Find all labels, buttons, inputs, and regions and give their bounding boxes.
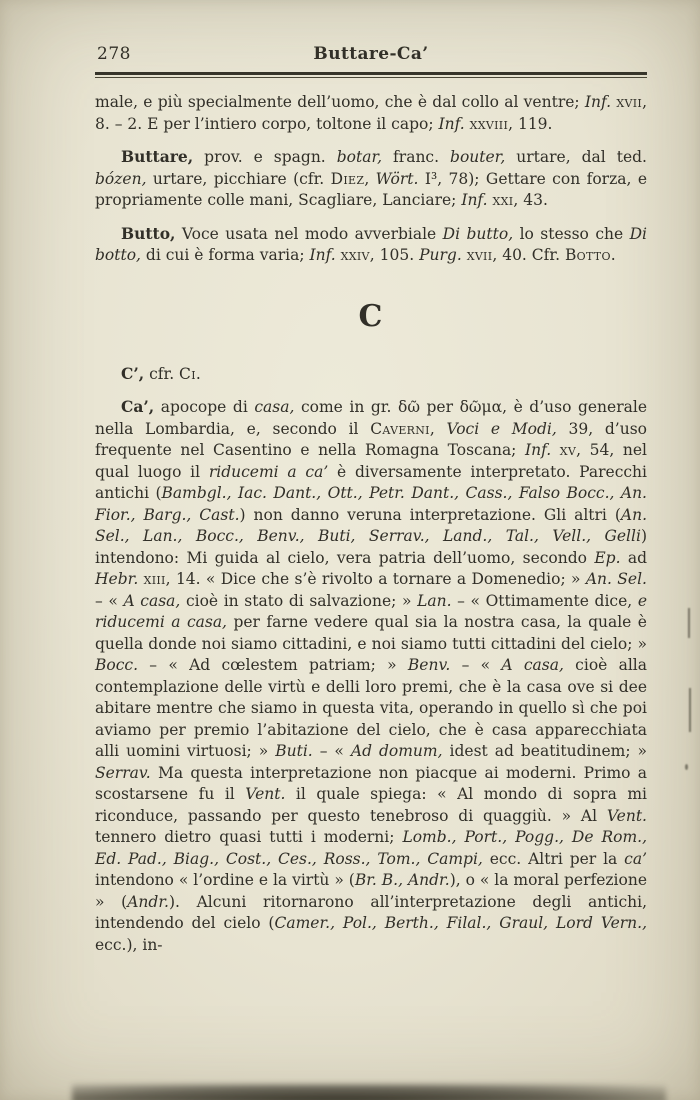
entry-butto: Butto, Voce usata nel modo avverbiale Di butto, lo stesso che Di botto, di cui è forma varia; Inf. xxiv, 105. Purg. xvii, 40. Cfr. Botto. xyxy=(95,223,647,264)
scan-artifact xyxy=(685,764,688,770)
page-content xyxy=(95,44,647,956)
header-title: Buttare-Ca’ xyxy=(313,44,429,64)
scan-bottom-shadow xyxy=(72,1084,666,1100)
entry-c-apostrophe: C’, cfr. Ci. xyxy=(121,363,201,383)
scan-artifact xyxy=(689,688,691,732)
page-number: 278 xyxy=(97,44,131,64)
running-header xyxy=(95,44,647,67)
entry-ca: Ca’, apocope di casa, come in gr. δῶ per δῶμα, è d’uso generale nella Lombardia, e, secondo il Caverni, Voci e Modi, 39, d’uso frequente nel Casentino e nella Romagna Toscana; Inf. xv, 54, nel qual luogo il riducemi a ca’ è diversamente interpretato. Parecchi antichi (Bambgl., Iac. Dant., Ott., Petr. Dant., Cass., Falso Bocc., An. Fior., Barg., Cast.) non danno veruna interpretazione. Gli altri (An. Sel., Lan., Bocc., Benv., Buti, Serrav., Land., Tal., Vell., Gelli) intendono: Mi guida al cielo, vera patria dell’uomo, secondo Ep. ad Hebr. xiii, 14. « Dice che s’è rivolto a tornare a Domenedio; » An. Sel. – « A casa, cioè in stato di salvazione; » Lan. – « Ottimamente dice, e riducemi a casa, per farne vedere qual sia la nostra casa, la quale è quella donde noi siamo cittadini, e noi siamo tutti cittadini del cielo; » Bocc. – « Ad cœlestem patriam; » Benv. – « A casa, cioè alla contemplazione delle virtù e delli loro premi, che è la casa ove si dee abitare mentre che siamo in questa vita, operando in quello sì che poi aviamo per premio l’abitazione del cielo, che è casa apparecchiata alli uomini virtuosi; » Buti. – « Ad domum, idest ad beatitudinem; » Serrav. Ma questa interpretazione non piacque ai moderni. Primo a scostarsene fu il Vent. il quale spiega: « Al mondo di sopra mi riconduce, passando per questo tenebroso di quaggiù. » Al Vent. tennero dietro quasi tutti i moderni; Lomb., Port., Pogg., De Rom., Ed. Pad., Biag., Cost., Ces., Ross., Tom., Campi, ecc. Altri per la ca’ intendono « l’ordine e la virtù » (Br. B., Andr.), o « la moral perfezione » (Andr.). Alcuni ritornarono all’interpretazione degli antichi, intendendo del cielo (Camer., Pol., Berth., Filal., Graul, Lord Vern., ecc.), in- xyxy=(95,397,648,954)
text-block xyxy=(95,92,647,956)
entry-buttare: Buttare, prov. e spagn. botar, franc. bouter, urtare, dal ted. bózen, urtare, picchiare (cfr. Diez, Wört. I³, 78); Gettare con forza, e propriamente colle mani, Scagliare, Lanciare; Inf. xxi, 43. xyxy=(95,147,647,209)
scan-artifact xyxy=(688,608,690,638)
header-rule xyxy=(95,72,647,78)
section-heading-c: C xyxy=(358,298,384,334)
continuation-paragraph: male, e più specialmente dell’uomo, che è dal collo al ventre; Inf. xvii, 8. – 2. E per l’intiero corpo, toltone il capo; Inf. xxviii, 119. xyxy=(95,93,647,133)
